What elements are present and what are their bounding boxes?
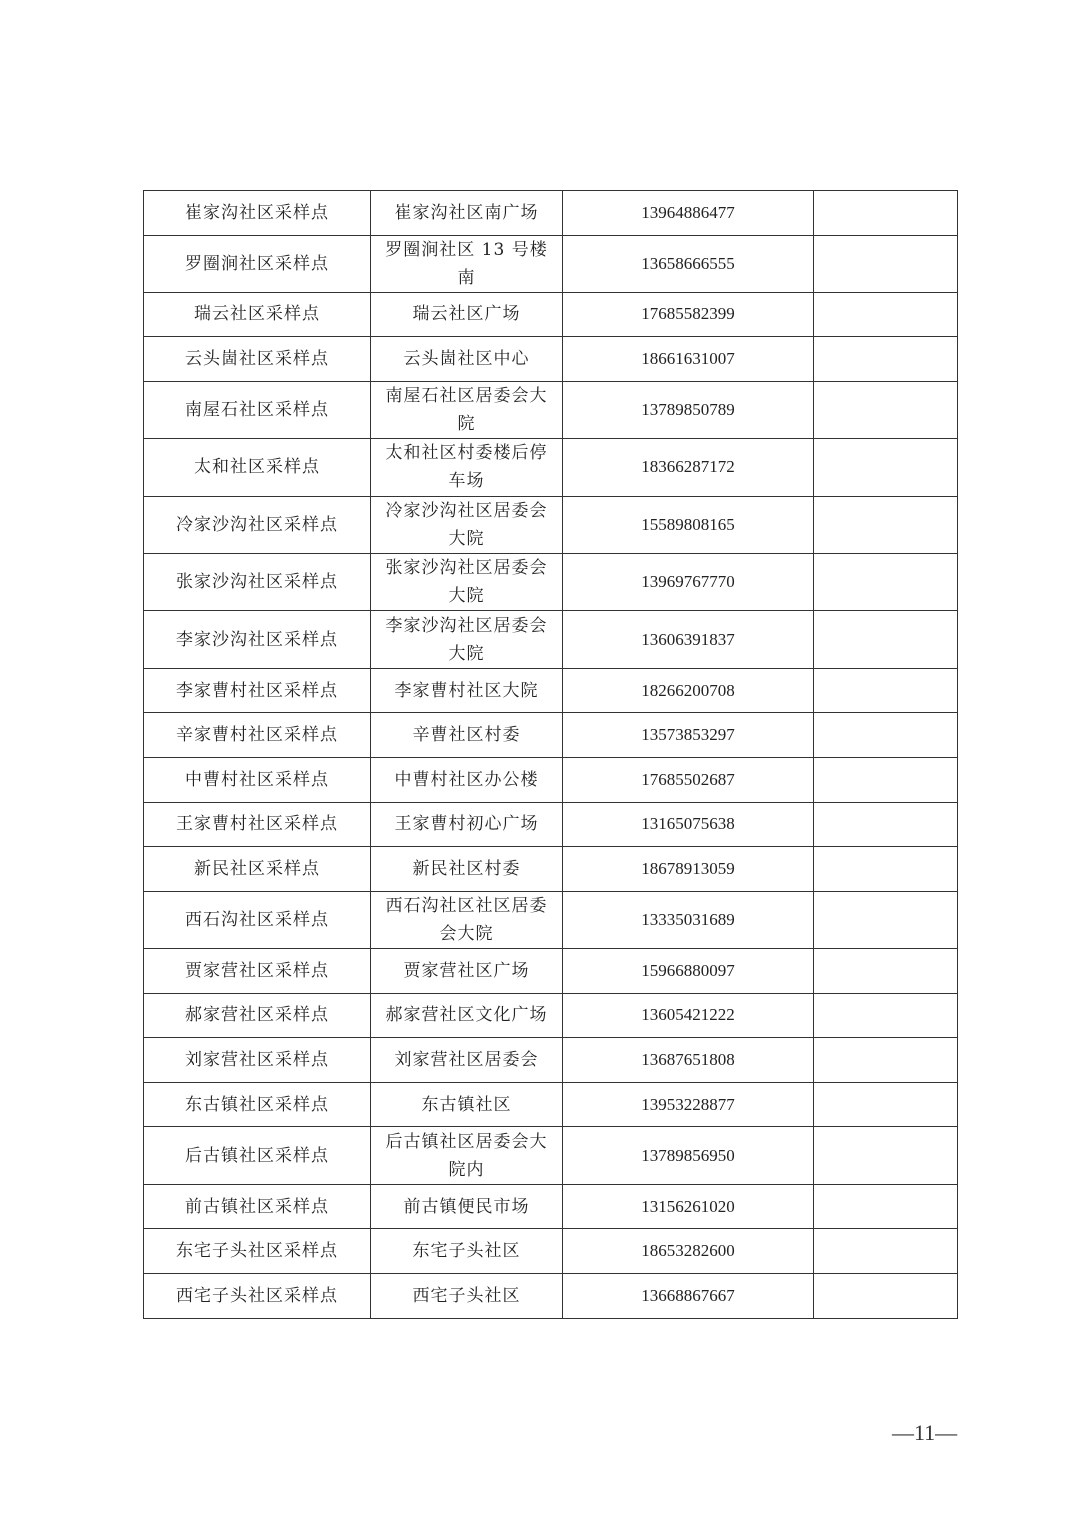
sampling-point-name-cell: 罗圈涧社区采样点 bbox=[144, 235, 371, 292]
table-row bbox=[144, 381, 958, 438]
phone-cell: 17685502687 bbox=[563, 757, 814, 802]
sampling-points-table bbox=[143, 190, 958, 1319]
phone-cell: 17685582399 bbox=[563, 292, 814, 337]
sampling-point-name-cell: 王家曹村社区采样点 bbox=[144, 802, 371, 847]
note-cell bbox=[814, 553, 958, 610]
phone-cell: 13658666555 bbox=[563, 235, 814, 292]
phone-cell: 15966880097 bbox=[563, 949, 814, 994]
sampling-point-name-cell: 中曹村社区采样点 bbox=[144, 757, 371, 802]
sampling-point-name-cell: 贾家营社区采样点 bbox=[144, 949, 371, 994]
address-cell: 太和社区村委楼后停车场 bbox=[371, 439, 563, 496]
table-row bbox=[144, 713, 958, 758]
table-row bbox=[144, 668, 958, 713]
sampling-point-name-cell: 后古镇社区采样点 bbox=[144, 1127, 371, 1184]
note-cell bbox=[814, 235, 958, 292]
note-cell bbox=[814, 496, 958, 553]
address-cell: 新民社区村委 bbox=[371, 847, 563, 892]
note-cell bbox=[814, 993, 958, 1038]
address-cell: 李家沙沟社区居委会大院 bbox=[371, 611, 563, 668]
phone-cell: 13605421222 bbox=[563, 993, 814, 1038]
sampling-point-name-cell: 西宅子头社区采样点 bbox=[144, 1274, 371, 1319]
phone-cell: 13687651808 bbox=[563, 1038, 814, 1083]
phone-cell: 13606391837 bbox=[563, 611, 814, 668]
phone-cell: 13789856950 bbox=[563, 1127, 814, 1184]
sampling-point-name-cell: 云头崮社区采样点 bbox=[144, 337, 371, 382]
table-row bbox=[144, 1082, 958, 1127]
note-cell bbox=[814, 713, 958, 758]
table-row bbox=[144, 1184, 958, 1229]
sampling-point-name-cell: 太和社区采样点 bbox=[144, 439, 371, 496]
phone-cell: 18678913059 bbox=[563, 847, 814, 892]
page-number: —11— bbox=[892, 1420, 958, 1445]
note-cell bbox=[814, 847, 958, 892]
sampling-point-name-cell: 东宅子头社区采样点 bbox=[144, 1229, 371, 1274]
address-cell: 罗圈涧社区 13 号楼南 bbox=[371, 235, 563, 292]
address-cell: 前古镇便民市场 bbox=[371, 1184, 563, 1229]
table-row bbox=[144, 553, 958, 610]
phone-cell: 15589808165 bbox=[563, 496, 814, 553]
table-row bbox=[144, 1127, 958, 1184]
phone-cell: 13165075638 bbox=[563, 802, 814, 847]
phone-cell: 13573853297 bbox=[563, 713, 814, 758]
note-cell bbox=[814, 1082, 958, 1127]
table-row bbox=[144, 337, 958, 382]
phone-cell: 18661631007 bbox=[563, 337, 814, 382]
table-row bbox=[144, 949, 958, 994]
sampling-point-name-cell: 南屋石社区采样点 bbox=[144, 381, 371, 438]
table-row bbox=[144, 802, 958, 847]
sampling-point-name-cell: 前古镇社区采样点 bbox=[144, 1184, 371, 1229]
phone-cell: 13953228877 bbox=[563, 1082, 814, 1127]
note-cell bbox=[814, 802, 958, 847]
address-cell: 张家沙沟社区居委会大院 bbox=[371, 553, 563, 610]
table-row bbox=[144, 292, 958, 337]
note-cell bbox=[814, 191, 958, 236]
table-row bbox=[144, 496, 958, 553]
table-row bbox=[144, 191, 958, 236]
table-row bbox=[144, 1274, 958, 1319]
note-cell bbox=[814, 381, 958, 438]
sampling-point-name-cell: 李家沙沟社区采样点 bbox=[144, 611, 371, 668]
phone-cell: 13335031689 bbox=[563, 891, 814, 948]
address-cell: 冷家沙沟社区居委会大院 bbox=[371, 496, 563, 553]
address-cell: 南屋石社区居委会大院 bbox=[371, 381, 563, 438]
note-cell bbox=[814, 891, 958, 948]
address-cell: 王家曹村初心广场 bbox=[371, 802, 563, 847]
note-cell bbox=[814, 292, 958, 337]
sampling-point-name-cell: 西石沟社区采样点 bbox=[144, 891, 371, 948]
address-cell: 中曹村社区办公楼 bbox=[371, 757, 563, 802]
sampling-point-name-cell: 崔家沟社区采样点 bbox=[144, 191, 371, 236]
address-cell: 瑞云社区广场 bbox=[371, 292, 563, 337]
note-cell bbox=[814, 949, 958, 994]
address-cell: 后古镇社区居委会大院内 bbox=[371, 1127, 563, 1184]
address-cell: 辛曹社区村委 bbox=[371, 713, 563, 758]
address-cell: 西石沟社区社区居委会大院 bbox=[371, 891, 563, 948]
note-cell bbox=[814, 439, 958, 496]
note-cell bbox=[814, 757, 958, 802]
table-row bbox=[144, 993, 958, 1038]
table-row bbox=[144, 611, 958, 668]
note-cell bbox=[814, 1127, 958, 1184]
table-row bbox=[144, 439, 958, 496]
note-cell bbox=[814, 337, 958, 382]
address-cell: 李家曹村社区大院 bbox=[371, 668, 563, 713]
sampling-point-name-cell: 李家曹村社区采样点 bbox=[144, 668, 371, 713]
table-row bbox=[144, 235, 958, 292]
address-cell: 东宅子头社区 bbox=[371, 1229, 563, 1274]
sampling-point-name-cell: 郝家营社区采样点 bbox=[144, 993, 371, 1038]
phone-cell: 13969767770 bbox=[563, 553, 814, 610]
address-cell: 云头崮社区中心 bbox=[371, 337, 563, 382]
note-cell bbox=[814, 668, 958, 713]
phone-cell: 18266200708 bbox=[563, 668, 814, 713]
phone-cell: 13789850789 bbox=[563, 381, 814, 438]
table-row bbox=[144, 1229, 958, 1274]
note-cell bbox=[814, 1184, 958, 1229]
table-row bbox=[144, 891, 958, 948]
table-row bbox=[144, 1038, 958, 1083]
sampling-point-name-cell: 瑞云社区采样点 bbox=[144, 292, 371, 337]
phone-cell: 18366287172 bbox=[563, 439, 814, 496]
address-cell: 东古镇社区 bbox=[371, 1082, 563, 1127]
note-cell bbox=[814, 1274, 958, 1319]
sampling-point-name-cell: 东古镇社区采样点 bbox=[144, 1082, 371, 1127]
note-cell bbox=[814, 1038, 958, 1083]
sampling-point-name-cell: 冷家沙沟社区采样点 bbox=[144, 496, 371, 553]
phone-cell: 13668867667 bbox=[563, 1274, 814, 1319]
address-cell: 贾家营社区广场 bbox=[371, 949, 563, 994]
note-cell bbox=[814, 611, 958, 668]
phone-cell: 18653282600 bbox=[563, 1229, 814, 1274]
note-cell bbox=[814, 1229, 958, 1274]
sampling-point-name-cell: 新民社区采样点 bbox=[144, 847, 371, 892]
phone-cell: 13156261020 bbox=[563, 1184, 814, 1229]
table-row bbox=[144, 847, 958, 892]
address-cell: 郝家营社区文化广场 bbox=[371, 993, 563, 1038]
address-cell: 崔家沟社区南广场 bbox=[371, 191, 563, 236]
sampling-point-name-cell: 辛家曹村社区采样点 bbox=[144, 713, 371, 758]
table-row bbox=[144, 757, 958, 802]
phone-cell: 13964886477 bbox=[563, 191, 814, 236]
sampling-point-name-cell: 张家沙沟社区采样点 bbox=[144, 553, 371, 610]
address-cell: 刘家营社区居委会 bbox=[371, 1038, 563, 1083]
address-cell: 西宅子头社区 bbox=[371, 1274, 563, 1319]
table-body bbox=[144, 191, 958, 1319]
sampling-point-name-cell: 刘家营社区采样点 bbox=[144, 1038, 371, 1083]
